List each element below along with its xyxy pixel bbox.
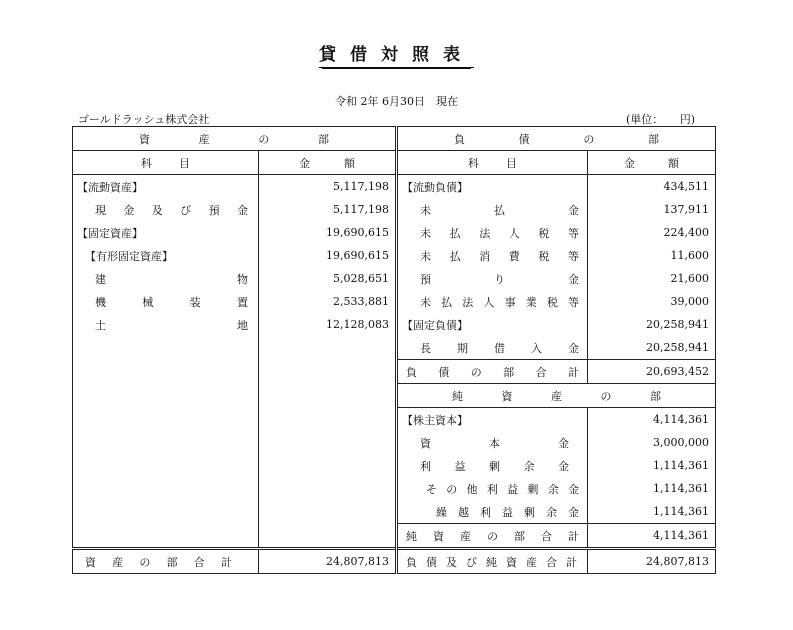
table-row: [73, 454, 716, 477]
liability-amount: 20,258,941: [588, 313, 716, 336]
empty-cell: [259, 454, 397, 477]
asset-amount: 19,690,615: [259, 244, 397, 267]
liabilities-net-assets-total-label: 負 債 及 び 純 資 産 合 計: [397, 549, 588, 574]
liability-amount: 4,114,361: [588, 408, 716, 432]
empty-cell: [259, 500, 397, 524]
asset-account-name: 建 物: [73, 267, 259, 290]
liability-account-name: 繰 越 利 益 剰 余 金: [397, 500, 588, 524]
liability-amount: 4,114,361: [588, 524, 716, 549]
liability-account-name: 負 債 の 部 合 計: [397, 360, 588, 384]
unit-label: (単位： 円): [626, 113, 696, 126]
table-row: [73, 313, 716, 336]
empty-cell: [73, 384, 259, 408]
table-row: [73, 244, 716, 267]
liability-amount: 1,114,361: [588, 454, 716, 477]
assets-section-header: 資 産 の 部: [73, 127, 397, 151]
liability-amount: 1,114,361: [588, 500, 716, 524]
liability-account-name: 【流動負債】: [397, 175, 588, 199]
liability-account-name: 未 払 消 費 税 等: [397, 244, 588, 267]
asset-amount: 5,117,198: [259, 198, 397, 221]
liability-account-name: 未 払 法 人 税 等: [397, 221, 588, 244]
asset-amount: 19,690,615: [259, 221, 397, 244]
table-row: [73, 175, 716, 199]
asset-account-name: 【固定資産】: [73, 221, 259, 244]
liability-amount: 224,400: [588, 221, 716, 244]
document-title: 貸借対照表: [0, 40, 793, 68]
assets-total-amount: 24,807,813: [259, 549, 397, 574]
liability-account-name: 長 期 借 入 金: [397, 336, 588, 360]
empty-cell: [259, 431, 397, 454]
liability-amount: 20,258,941: [588, 336, 716, 360]
liability-amount: 137,911: [588, 198, 716, 221]
empty-cell: [73, 408, 259, 432]
liability-amount: 21,600: [588, 267, 716, 290]
table-row: [73, 431, 716, 454]
asset-account-name: 土 地: [73, 313, 259, 336]
liability-account-name: そ の 他 利 益 剰 余 金: [397, 477, 588, 500]
totals-row: [73, 549, 716, 574]
table-row: [73, 360, 716, 384]
empty-cell: [73, 454, 259, 477]
asset-account-name: 【流動資産】: [73, 175, 259, 199]
table-row: [73, 290, 716, 313]
liability-account-name: 【固定負債】: [397, 313, 588, 336]
asset-amount: 5,028,651: [259, 267, 397, 290]
table-row: [73, 500, 716, 524]
liability-amount: 39,000: [588, 290, 716, 313]
account-column-header: 科 目: [73, 151, 259, 175]
liability-account-name: 資 本 金: [397, 431, 588, 454]
company-name: ゴールドラッシュ株式会社: [78, 113, 210, 126]
empty-cell: [259, 477, 397, 500]
empty-cell: [73, 524, 259, 549]
empty-cell: [73, 500, 259, 524]
table-row: [73, 267, 716, 290]
asset-amount: 2,533,881: [259, 290, 397, 313]
empty-cell: [259, 384, 397, 408]
liability-amount: 3,000,000: [588, 431, 716, 454]
liability-account-name: 【株主資本】: [397, 408, 588, 432]
table-row: [73, 384, 716, 408]
table-row: [73, 477, 716, 500]
table-row: [73, 221, 716, 244]
table-row: [73, 198, 716, 221]
liability-account-name: 未 払 金: [397, 198, 588, 221]
liability-amount: 11,600: [588, 244, 716, 267]
asset-amount: 5,117,198: [259, 175, 397, 199]
balance-sheet-table: [72, 126, 716, 574]
liabilities-section-header: 負 債 の 部: [397, 127, 716, 151]
asset-account-name: 機 械 装 置: [73, 290, 259, 313]
empty-cell: [73, 477, 259, 500]
asset-account-name: 【有形固定資産】: [73, 244, 259, 267]
assets-total-label: 資 産 の 部 合 計: [73, 549, 259, 574]
net-assets-section-header: 純 資 産 の 部: [397, 384, 716, 408]
amount-column-header: 金 額: [259, 151, 397, 175]
liability-amount: 1,114,361: [588, 477, 716, 500]
asset-amount: 12,128,083: [259, 313, 397, 336]
table-row: [73, 336, 716, 360]
liability-account-name: 利 益 剰 余 金: [397, 454, 588, 477]
amount-column-header: 金 額: [588, 151, 716, 175]
empty-cell: [73, 336, 259, 360]
liability-amount: 20,693,452: [588, 360, 716, 384]
empty-cell: [259, 360, 397, 384]
empty-cell: [259, 524, 397, 549]
empty-cell: [73, 431, 259, 454]
empty-cell: [259, 408, 397, 432]
account-column-header: 科 目: [397, 151, 588, 175]
liability-account-name: 純 資 産 の 部 合 計: [397, 524, 588, 549]
empty-cell: [73, 360, 259, 384]
liability-account-name: 未 払 法 人 事 業 税 等: [397, 290, 588, 313]
liability-amount: 434,511: [588, 175, 716, 199]
table-row: [73, 524, 716, 549]
liabilities-net-assets-total-amount: 24,807,813: [588, 549, 716, 574]
empty-cell: [259, 336, 397, 360]
liability-account-name: 預 り 金: [397, 267, 588, 290]
table-row: [73, 408, 716, 432]
report-date: 令和 2年 6月30日 現在: [335, 95, 458, 108]
asset-account-name: 現 金 及 び 預 金: [73, 198, 259, 221]
